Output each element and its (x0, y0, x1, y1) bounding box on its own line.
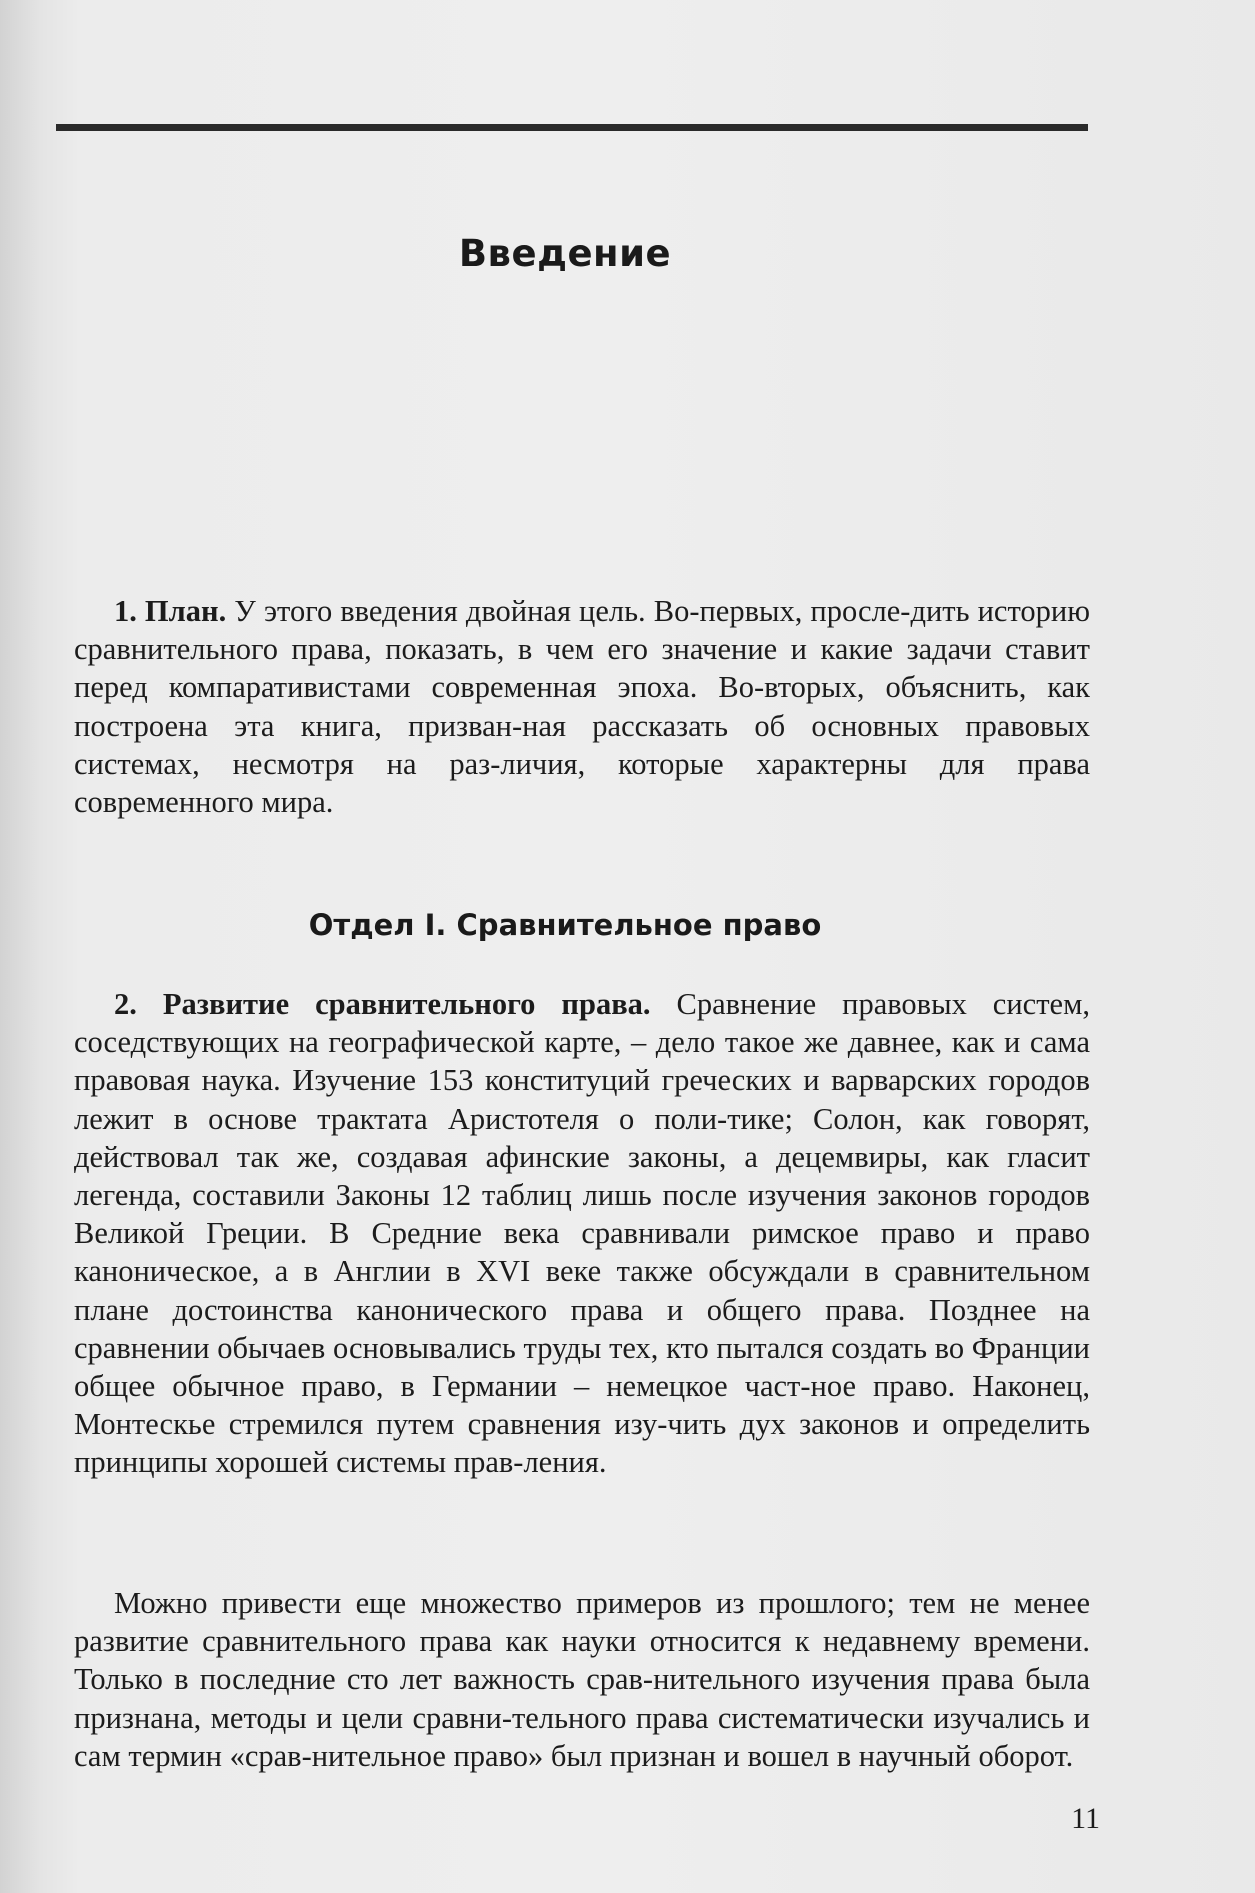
header-rule (56, 124, 1088, 131)
section-title: Отдел I. Сравнительное право (308, 908, 822, 942)
paragraph-development-lead: 2. Развитие сравнительного права. (114, 987, 651, 1021)
paragraph-plan-lead: 1. План. (114, 594, 227, 628)
paragraph-plan (74, 592, 1090, 821)
chapter-title: Введение (458, 232, 672, 275)
paragraph-examples: Можно привести еще множество примеров из прошлого; тем не менее развитие сравнительного права как науки относится к недавнему времени. Только в последние сто лет важность срав-нительного изучения права была признана, методы и цели сравни-тельного права систематически изучались и сам термин «срав-нительное право» был признан и вошел в научный оборот. (74, 1586, 1090, 1773)
paragraph-development (74, 985, 1090, 1482)
page-number: 11 (1071, 1802, 1100, 1835)
paragraph-development-text: Сравнение правовых систем, соседствующих на географической карте, – дело такое же давнее, как и сама правовая наука. Изучение 153 конституций греческих и варварских городов лежит в основе трактата Аристотеля о поли-тике; Солон, как говорят, действовал так же, создавая афинские законы, а децемвиры, как гласит легенда, составили Законы 12 таблиц лишь после изучения законов городов Великой Греции. В Средние века сравнивали римское право и право каноническое, а в Англии в XVI веке также обсуждали в сравнительном плане достоинства канонического права и общего права. Позднее на сравнении обычаев основывались труды тех, кто пытался создать во Франции общее обычное право, в Германии – немецкое част-ное право. Наконец, Монтескье стремился путем сравнения изу-чить дух законов и определить принципы хорошей системы прав-ления. (74, 987, 1090, 1480)
paragraph-plan-text: У этого введения двойная цель. Во-первых, просле-дить историю сравнительного права, показать, в чем его значение и какие задачи ставит перед компаративистами современная эпоха. Во-вторых, объяснить, как построена эта книга, призван-ная рассказать об основных правовых системах, несмотря на раз-личия, которые характерны для права современного мира. (74, 594, 1090, 820)
